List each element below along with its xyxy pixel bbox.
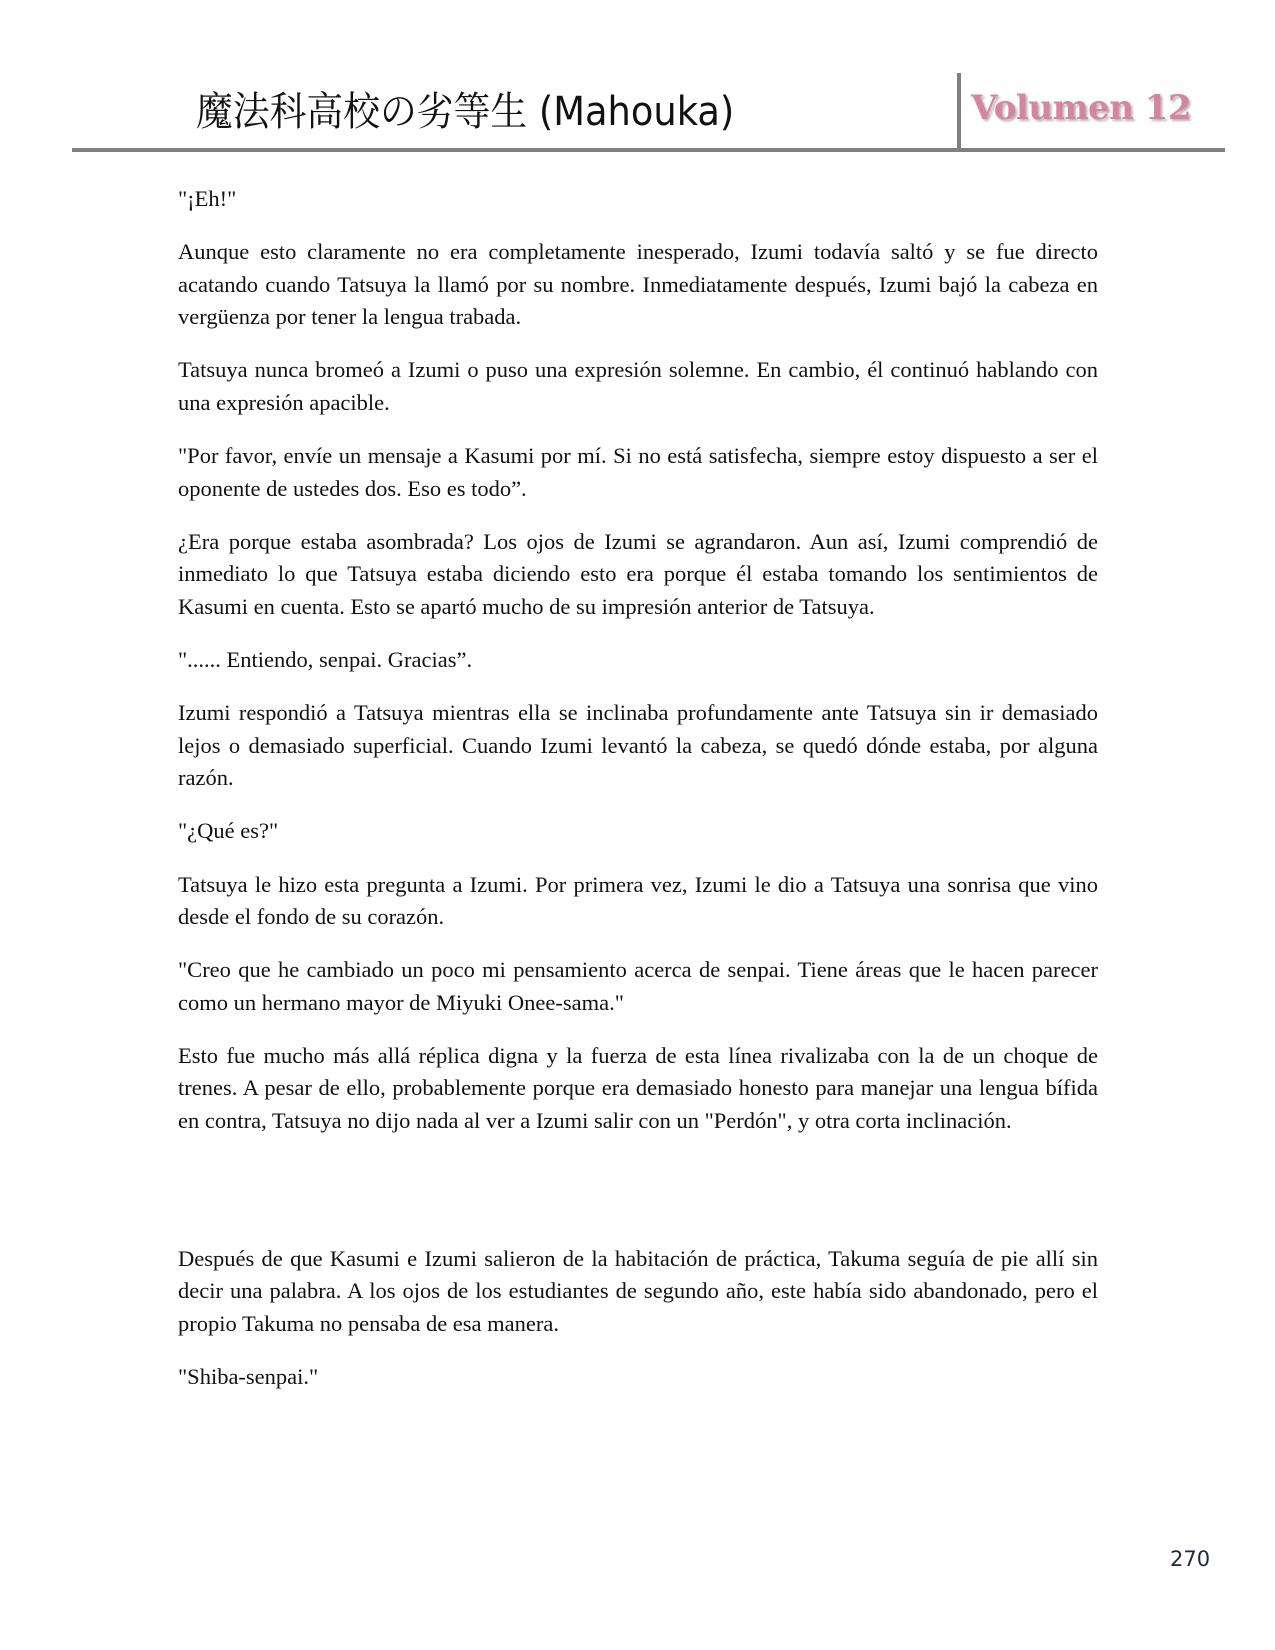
paragraph: "¡Eh!" (178, 186, 237, 211)
scene-break (178, 1158, 1098, 1222)
page-number: 270 (1170, 1547, 1211, 1571)
paragraph: Esto fue mucho más allá réplica digna y la fuerza de esta línea rivalizaba con la de un choque de trenes. A pesar de ello, probablemente porque era demasiado honesto para manejar una lengua bífida en contra, Tatsuya no dijo nada al ver a Izumi salir con un "Perdón", y otra corta inclinación. (178, 1042, 1098, 1134)
paragraph: Después de que Kasumi e Izumi salieron de la habitación de práctica, Takuma seguía de pie allí sin decir una palabra. A los ojos de los estudiantes de segundo año, este había sido abandonado, pero el propio Takuma no pensaba de esa manera. (178, 1245, 1098, 1336)
paragraph: "...... Entiendo, senpai. Gracias”. (178, 647, 473, 673)
header-title: 魔法科高校の劣等生 (Mahouka) (196, 89, 735, 135)
header-rule (72, 148, 1225, 152)
paragraph: Tatsuya nunca bromeó a Izumi o puso una expresión solemne. En cambio, él continuó hablando con una expresión apacible. (178, 357, 1098, 415)
paragraph: "Shiba-senpai." (178, 1363, 319, 1389)
paragraph: Tatsuya le hizo esta pregunta a Izumi. Por primera vez, Izumi le dio a Tatsuya una sonrisa que vino desde el fondo de su corazón. (178, 871, 1098, 930)
paragraph: "Por favor, envíe un mensaje a Kasumi por mí. Si no está satisfecha, siempre estoy dispuesto a ser el oponente de ustedes dos. Eso es todo”. (178, 443, 1098, 501)
paragraph: Izumi respondió a Tatsuya mientras ella se inclinaba profundamente ante Tatsuya sin ir demasiado lejos o demasiado superficial. Cuando Izumi levantó la cabeza, se quedó dónde estaba, por alguna razón. (178, 700, 1098, 791)
paragraph: ¿Era porque estaba asombrada? Los ojos de Izumi se agrandaron. Aun así, Izumi comprendió de inmediato lo que Tatsuya estaba diciendo esto era porque él estaba tomando los sentimientos de Kasumi en cuenta. Esto se apartó mucho de su impresión anterior de Tatsuya. (178, 528, 1098, 619)
volume-label: Volumen 12 (971, 88, 1192, 128)
paragraph: Aunque esto claramente no era completamente inesperado, Izumi todavía saltó y se fue directo acatando cuando Tatsuya la llamó por su nombre. Inmediatamente después, Izumi bajó la cabeza en vergüenza por tener la lengua trabada. (178, 239, 1098, 330)
body-text (178, 183, 1098, 1414)
paragraph: "Creo que he cambiado un poco mi pensamiento acerca de senpai. Tiene áreas que le hacen parecer como un hermano mayor de Miyuki Onee-sama." (178, 957, 1098, 1015)
paragraph: "¿Qué es?" (178, 818, 279, 844)
header-divider (957, 73, 961, 151)
